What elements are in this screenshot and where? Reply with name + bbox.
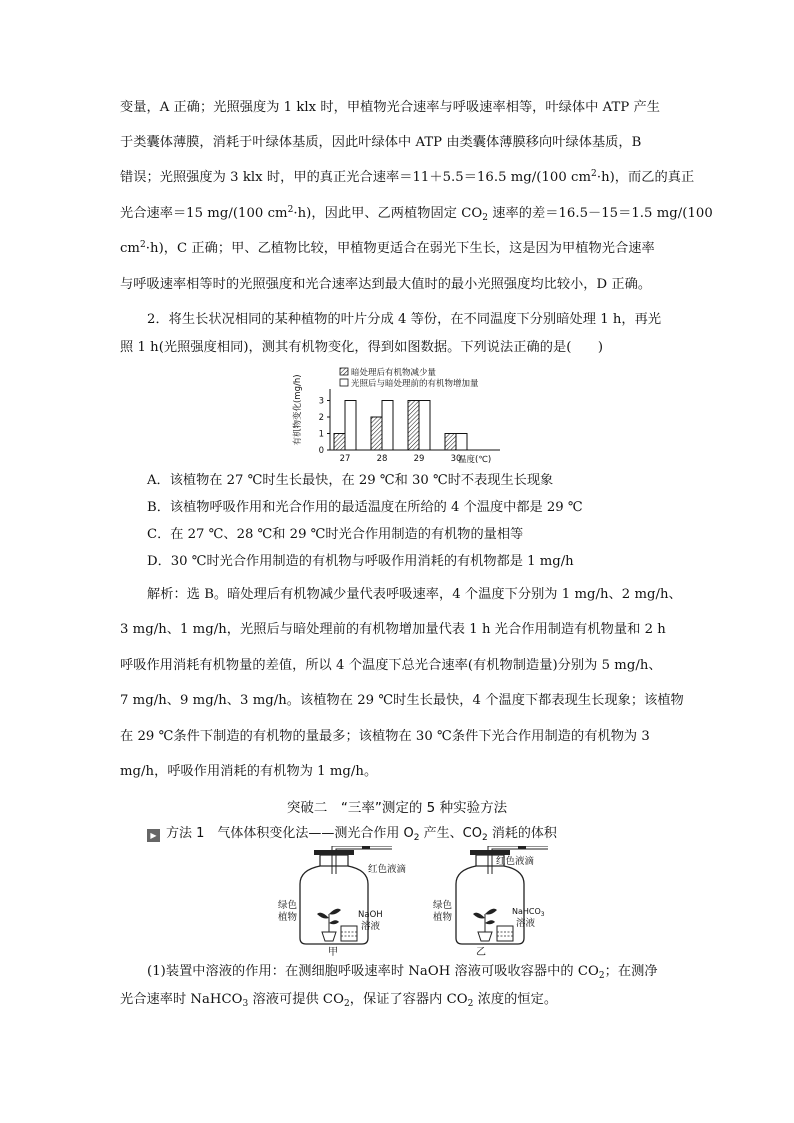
section-title: 突破二 “三率”测定的 5 种实验方法 — [286, 800, 508, 816]
analysis-prev-line-3: 错误；光照强度为 3 klx 时，甲的真正光合速率＝11＋5.5＝16.5 mg/(100 $cm^2\cdot h$)，而乙的真正 — [120, 169, 695, 185]
analysis-line-3: 呼吸作用消耗有机物量的差值，所以 4 个温度下总光合速率(有机物制造量)分别为 5 mg/h、 — [120, 658, 662, 673]
option-d: D．30 ℃时光合作用制造的有机物与呼吸作用消耗的有机物都是 1 mg/h — [147, 554, 574, 569]
legend-label-1: 光照后与暗处理前的有机物增加量 — [351, 379, 479, 389]
legend-swatch-0 — [340, 368, 348, 375]
apparatus-diagram — [270, 846, 560, 956]
y-axis-label: 有机物变化(mg/h) — [293, 374, 303, 446]
explain-line-2: 光合速率时 NaHCO$_3$ 溶液可提供 $CO_2$，保证了容器内 $CO_2$ 浓度的恒定。 — [120, 992, 558, 1009]
left-plant-label-1: 绿色 — [278, 900, 298, 911]
analysis-prev-line-1: 变量，A 正确；光照强度为 1 klx 时，甲植物光合速率与呼吸速率相等，叶绿体中 ATP 产生 — [120, 100, 660, 115]
question-line-1: 2．将生长状况相同的某种植物的叶片分成 4 等份，在不同温度下分别暗处理 1 h，再光 — [147, 312, 662, 327]
analysis-prev-line-4: 光合速率＝15 mg/(100 $cm^2\cdot h$)，因此甲、乙两植物固定 $CO_2$ 速率的差＝16.5－15＝1.5 mg/(100 — [120, 205, 713, 223]
bar-dark-loss-28 — [371, 417, 382, 450]
x-tick-label: 28 — [376, 454, 388, 464]
right-plant-label-1: 绿色 — [433, 900, 453, 911]
analysis-line-1: 解析：选 B。暗处理后有机物减少量代表呼吸速率，4 个温度下分别为 1 mg/h、2 mg/h、 — [147, 587, 682, 602]
left-drop-label: 红色液滴 — [368, 864, 407, 875]
bar-chart — [290, 364, 510, 464]
option-a: A．该植物在 27 ℃时生长最快，在 29 ℃和 30 ℃时不表现生长现象 — [147, 473, 554, 488]
legend-label-0: 暗处理后有机物减少量 — [351, 368, 437, 378]
left-solution-label-2: 溶液 — [361, 921, 381, 932]
analysis-prev-line-5: $cm^2\cdot h$)，C 正确；甲、乙植物比较，甲植物更适合在弱光下生长，这是因为甲植物光合速率 — [120, 240, 655, 256]
x-tick-label: 29 — [413, 454, 425, 464]
method-heading: ▶ 方法 1 气体体积变化法——测光合作用 $O_2$ 产生、$CO_2$ 消耗的体积 — [147, 822, 557, 842]
play-triangle-icon: ▶ — [147, 829, 160, 842]
right-plant-label-2: 植物 — [433, 912, 453, 923]
analysis-line-2: 3 mg/h、1 mg/h，光照后与暗处理前的有机物增加量代表 1 h 光合作用制造有机物量和 2 h — [120, 622, 666, 637]
y-tick-label: 3 — [318, 396, 324, 407]
legend-swatch-1 — [340, 379, 348, 386]
y-tick-label: 2 — [318, 413, 324, 423]
left-caption: 甲 — [328, 947, 338, 956]
right-caption: 乙 — [476, 947, 486, 956]
analysis-line-5: 在 29 ℃条件下制造的有机物的量最多；该植物在 30 ℃条件下光合作用制造的有机物为 3 — [120, 729, 650, 744]
x-tick-label: 30 — [450, 454, 462, 464]
bar-dark-loss-30 — [445, 434, 456, 451]
analysis-line-6: mg/h，呼吸作用消耗的有机物为 1 mg/h。 — [120, 764, 378, 779]
right-drop-label: 红色液滴 — [496, 856, 535, 867]
bar-dark-loss-29 — [408, 401, 419, 451]
question-line-2: 照 1 h(光照强度相同)，测其有机物变化，得到如图数据。下列说法正确的是( ) — [120, 340, 604, 355]
option-c: C．在 27 ℃、28 ℃和 29 ℃时光合作用制造的有机物的量相等 — [147, 527, 524, 542]
bar-light-gain-28 — [382, 401, 393, 451]
analysis-line-4: 7 mg/h、9 mg/h、3 mg/h。该植物在 29 ℃时生长最快，4 个温度下都表现生长现象；该植物 — [120, 693, 684, 708]
y-tick-label: 1 — [318, 429, 324, 440]
bar-light-gain-30 — [456, 434, 467, 451]
right-solution-label-2: 溶液 — [516, 918, 536, 929]
right-solution-label-1: NaHCO$_3$ — [512, 907, 545, 918]
y-tick-label: 0 — [318, 446, 324, 456]
left-solution-label-1: NaOH — [358, 910, 383, 920]
left-plant-label-2: 植物 — [278, 912, 298, 923]
bar-light-gain-27 — [345, 401, 356, 451]
explain-line-1: (1)装置中溶液的作用：在测细胞呼吸速率时 NaOH 溶液可吸收容器中的 $CO_2$；在测净 — [147, 964, 658, 981]
x-axis-label: 温度(℃) — [458, 455, 492, 464]
bar-light-gain-29 — [419, 401, 430, 451]
option-b: B．该植物呼吸作用和光合作用的最适温度在所给的 4 个温度中都是 29 ℃ — [147, 500, 583, 515]
x-tick-label: 27 — [339, 454, 351, 464]
analysis-prev-line-2: 于类囊体薄膜，消耗于叶绿体基质，因此叶绿体中 ATP 由类囊体薄膜移向叶绿体基质，B — [120, 135, 642, 150]
analysis-prev-line-6: 与呼吸速率相等时的光照强度和光合速率达到最大值时的最小光照强度均比较小，D 正确。 — [120, 277, 652, 292]
bar-dark-loss-27 — [334, 434, 345, 451]
